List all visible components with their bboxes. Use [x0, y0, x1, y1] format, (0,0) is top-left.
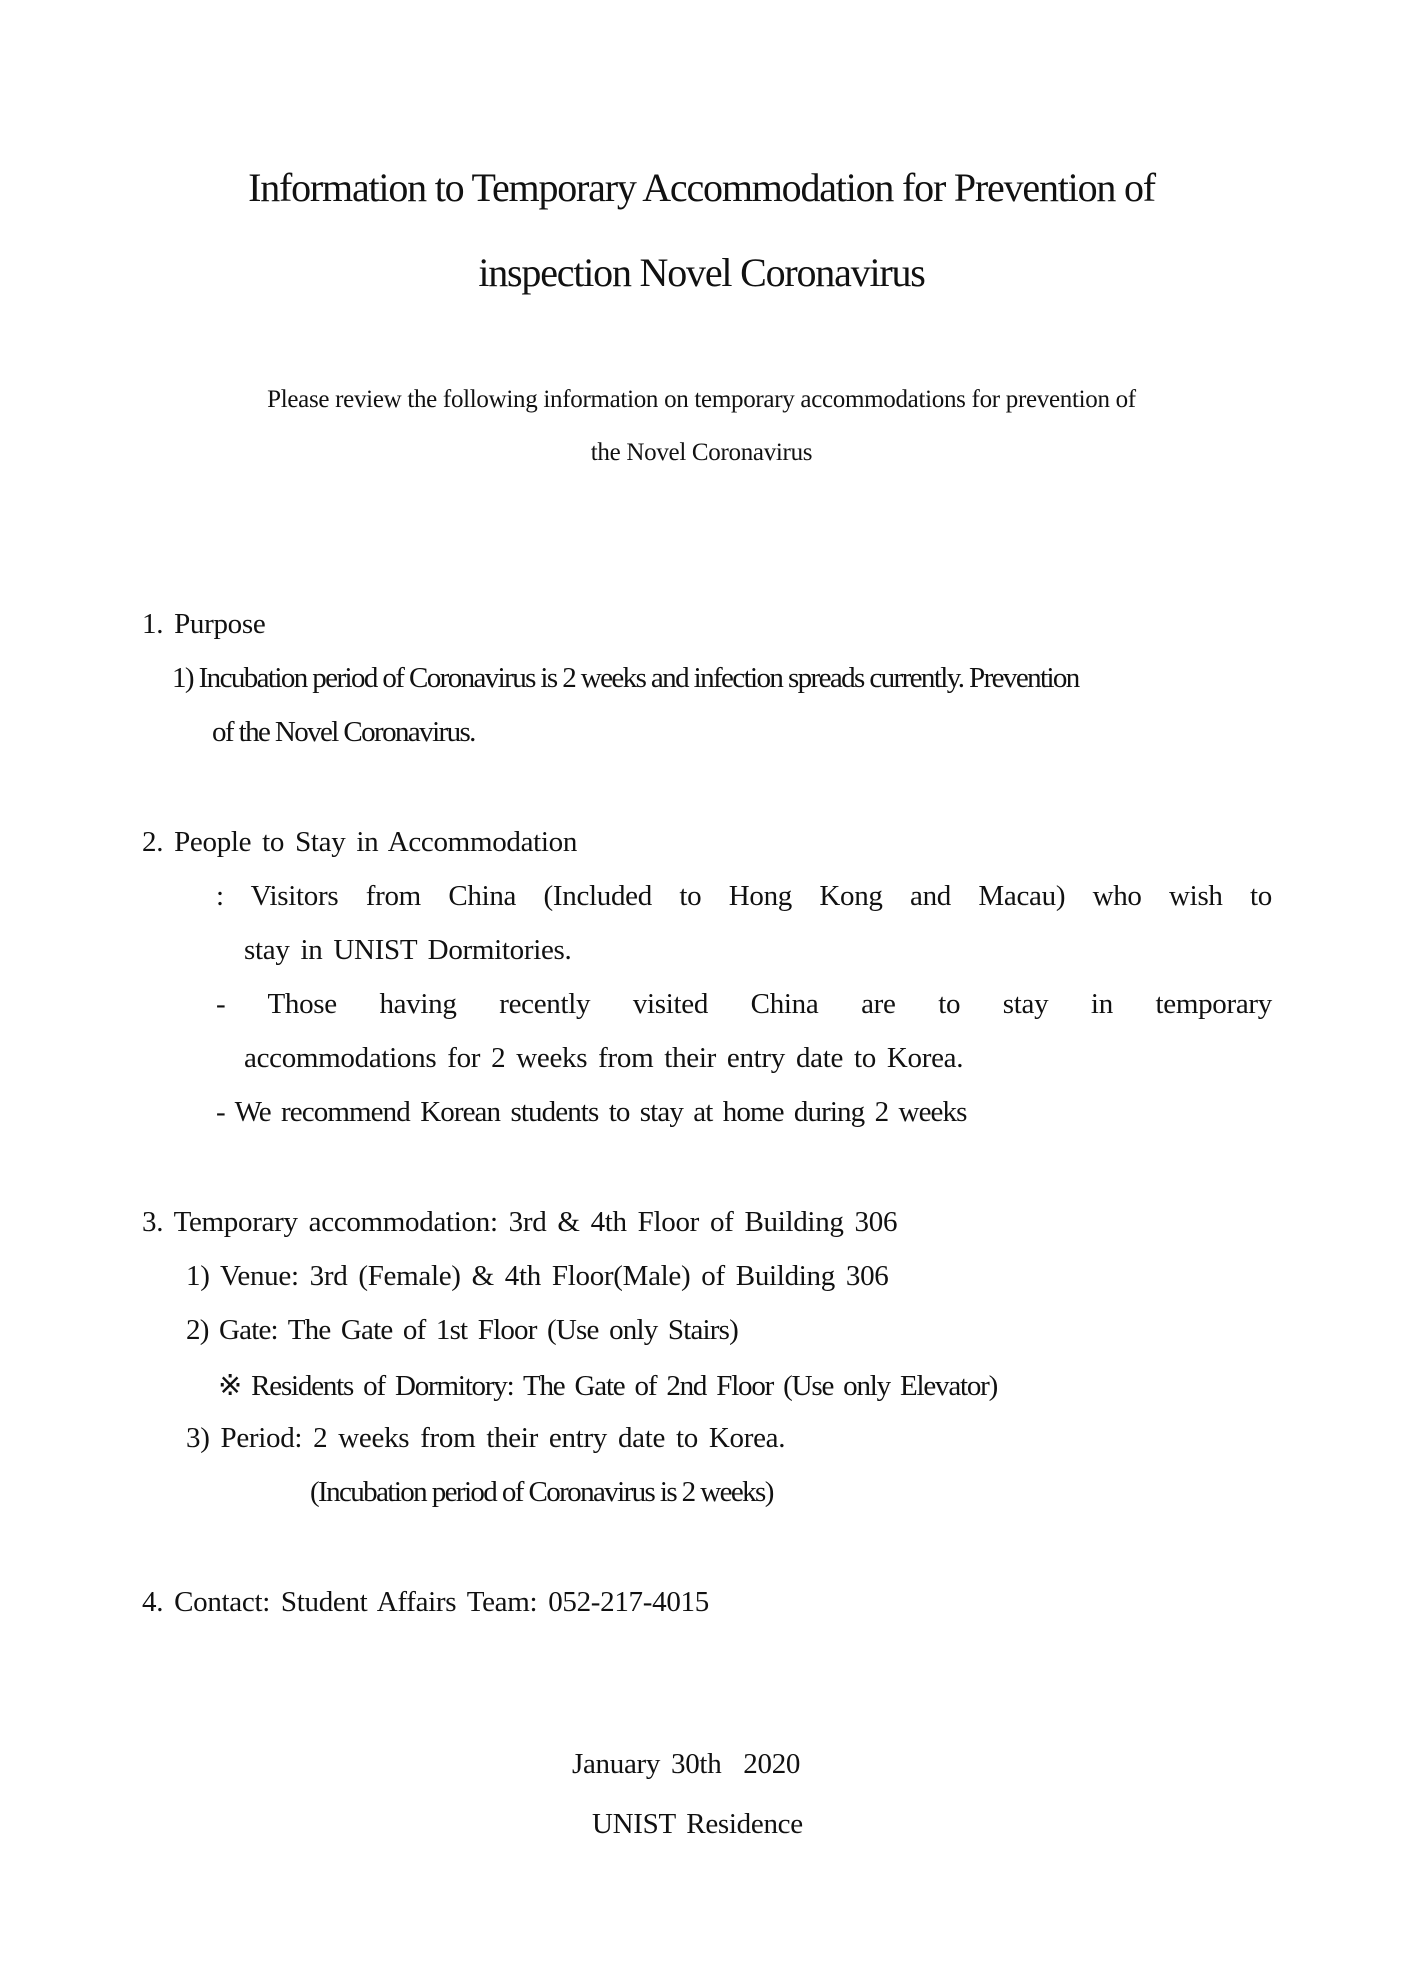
people-visitors-line-1: : Visitors from China (Included to Hong Kong and Macau) who wish to: [216, 880, 1272, 912]
accommodation-venue: 1) Venue: 3rd (Female) & 4th Floor(Male) of Building 306: [186, 1260, 889, 1292]
document-title-line-2: inspection Novel Coronavirus: [478, 250, 925, 295]
intro-line-1: Please review the following information on temporary accommodations for prevention of: [267, 386, 1136, 413]
purpose-item-1-line-1: 1) Incubation period of Coronavirus is 2 weeks and infection spreads currently. Prevention: [172, 662, 1079, 694]
intro-line-2: the Novel Coronavirus: [590, 439, 813, 466]
purpose-item-1-line-2: of the Novel Coronavirus.: [212, 716, 475, 748]
people-korean-students: - We recommend Korean students to stay at home during 2 weeks: [216, 1096, 967, 1128]
signature-date: January 30th 2020: [572, 1748, 801, 1780]
accommodation-gate: 2) Gate: The Gate of 1st Floor (Use only Stairs): [186, 1314, 738, 1346]
contact-line: 4. Contact: Student Affairs Team: 052-217-4015: [142, 1586, 709, 1618]
accommodation-period-note: (Incubation period of Coronavirus is 2 weeks): [310, 1476, 773, 1508]
section-heading-purpose: 1. Purpose: [142, 608, 266, 640]
people-visitors-line-2: stay in UNIST Dormitories.: [244, 934, 572, 966]
section-heading-accommodation: 3. Temporary accommodation: 3rd & 4th Floor of Building 306: [142, 1206, 898, 1238]
people-recent-line-1: - Those having recently visited China are to stay in temporary: [216, 988, 1272, 1020]
section-heading-people: 2. People to Stay in Accommodation: [142, 826, 578, 858]
accommodation-period: 3) Period: 2 weeks from their entry date to Korea.: [186, 1422, 786, 1454]
document-title-line-1: Information to Temporary Accommodation for Prevention of: [248, 165, 1155, 210]
people-recent-line-2: accommodations for 2 weeks from their entry date to Korea.: [244, 1042, 964, 1074]
accommodation-residents-note: ※ Residents of Dormitory: The Gate of 2nd Floor (Use only Elevator): [218, 1370, 998, 1402]
signature-organization: UNIST Residence: [592, 1808, 803, 1840]
